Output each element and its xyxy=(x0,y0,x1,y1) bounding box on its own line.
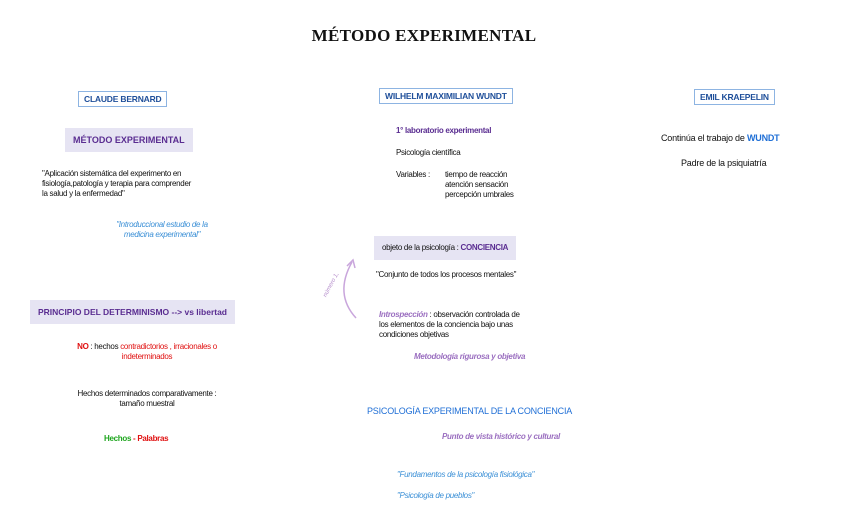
no-prefix: : hechos xyxy=(88,342,121,351)
variables-list xyxy=(445,170,514,200)
quote-line: "Aplicación sistemática del experimento en xyxy=(42,169,182,178)
scientific-psych-text: Psicología científica xyxy=(396,148,461,157)
conjunto-quote: "Conjunto de todos los procesos mentales" xyxy=(376,270,517,279)
introspection-label: Introspección xyxy=(379,310,428,319)
palabras-word: Palabras xyxy=(137,434,169,443)
determinism-principle-box: PRINCIPIO DEL DETERMINISMO --> vs libertad xyxy=(30,300,235,324)
continues-wundt-text xyxy=(661,133,779,144)
bernard-quote xyxy=(42,169,191,199)
method-box: MÉTODO EXPERIMENTAL xyxy=(65,128,193,152)
quote-line: fisiología,patología y terapia para comprender xyxy=(42,179,191,188)
introspection-line: los elementos de la conciencia bajo unas xyxy=(379,320,513,329)
curved-arrow-icon xyxy=(330,256,370,324)
methodology-text: Metodología rigurosa y objetiva xyxy=(414,352,526,361)
quote-line: la salud y la enfermedad" xyxy=(42,189,125,198)
intro-line: medicina experimental" xyxy=(123,230,201,239)
wundt-label: WILHELM MAXIMILIAN WUNDT xyxy=(379,88,513,104)
object-prefix: objeto de la psicología : xyxy=(382,243,461,252)
conciencia-highlight: CONCIENCIA xyxy=(460,243,509,252)
determined-facts-text xyxy=(40,389,254,409)
hechos-palabras xyxy=(104,434,168,444)
side-note: número 1, xyxy=(322,271,341,299)
object-of-psych-box xyxy=(374,236,516,260)
page-title: MÉTODO EXPERIMENTAL xyxy=(311,26,537,45)
intro-line: "Introduccional estudio de la xyxy=(116,220,208,229)
introspection-line: condiciones objetivas xyxy=(379,330,449,339)
variables-label: Variables : xyxy=(396,170,430,179)
first-lab-text: 1° laboratorio experimental xyxy=(396,126,492,135)
viewpoint-text: Punto de vista histórico y cultural xyxy=(442,432,560,441)
wundt-name: WUNDT xyxy=(746,133,780,143)
no-label: NO xyxy=(77,342,89,351)
variable-item: percepción umbrales xyxy=(445,190,514,199)
experimental-psych-heading: PSICOLOGÍA EXPERIMENTAL DE LA CONCIENCIA xyxy=(367,406,573,416)
no-red-text-2: indeterminados xyxy=(121,352,173,361)
no-facts-text xyxy=(40,342,254,362)
introspection-line: : observación controlada de xyxy=(427,310,520,319)
introspection-text xyxy=(379,310,520,340)
no-red-text: contradictorios , irracionales o xyxy=(120,342,217,351)
claude-bernard-label: CLAUDE BERNARD xyxy=(78,91,167,107)
fundamentos-title: "Fundamentos de la psicología fisiológica" xyxy=(397,470,535,479)
variable-item: tiempo de reacción xyxy=(445,170,508,179)
dash-separator: - xyxy=(131,434,138,443)
pueblos-title: "Psicología de pueblos" xyxy=(397,491,475,500)
kraepelin-label: EMIL KRAEPELIN xyxy=(694,89,775,105)
variable-item: atención sensación xyxy=(445,180,509,189)
father-psychiatry-text: Padre de la psiquiatría xyxy=(681,158,767,168)
hechos-word: Hechos xyxy=(104,434,132,443)
determined-line: Hechos determinados comparativamente : xyxy=(77,389,217,398)
continues-prefix: Continúa el trabajo de xyxy=(661,133,747,143)
determined-line: tamaño muestral xyxy=(119,399,175,408)
intro-medicine-quote xyxy=(100,220,224,240)
